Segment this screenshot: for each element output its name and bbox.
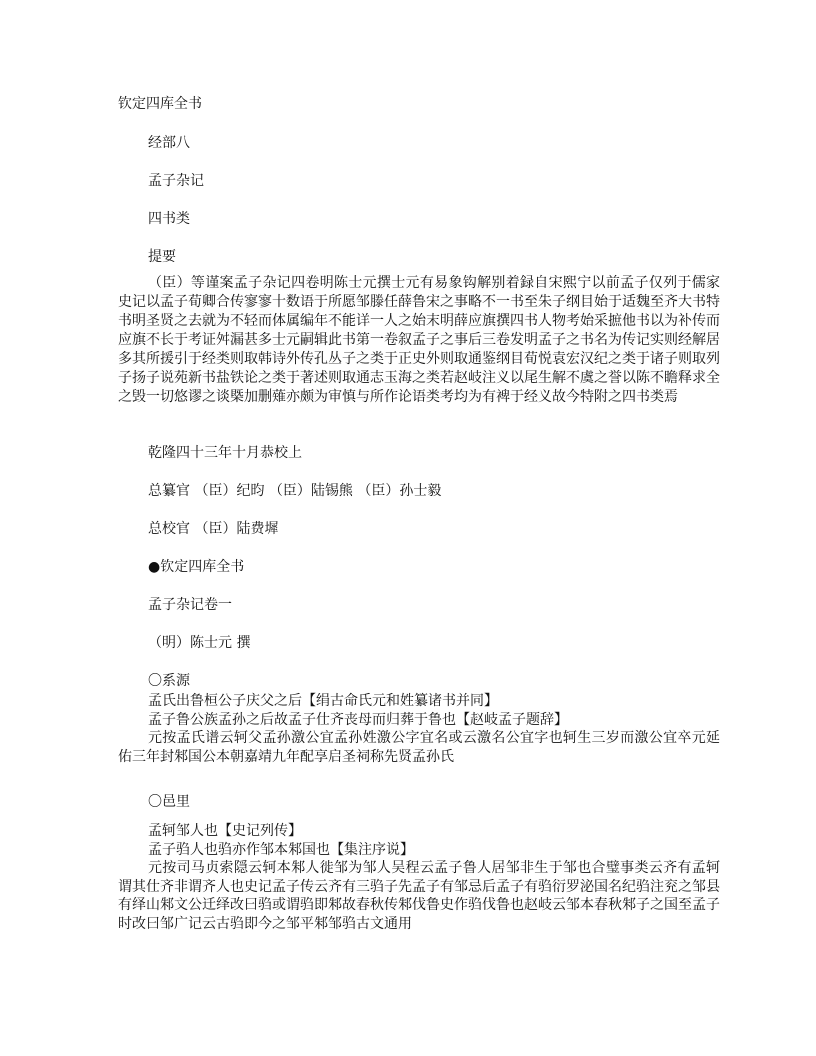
- book-title: 孟子杂记: [148, 173, 204, 189]
- hometown-note: 元按司马贞索隠云轲本邾人徙邹为邹人吴程云孟子鲁人居邹非生于邹也合璧事类云齐有孟轲谓其仕齐非谓齐人也史记孟子传云齐有三驺子先孟子有邹忌后孟子有驺衍罗泌国名纪驺注兖之邹县有绎山邾文公迁绎改曰驺或谓驺即邾故春秋传邾伐鲁史作驺伐鲁也赵岐云邹本春秋邾子之国至孟子时改曰邹广记云古驺即今之邹平邾邹驺古文通用: [118, 860, 720, 932]
- lineage-line: 孟氏出鲁桓公子庆父之后【绢古命氏元和姓纂诸书并同】: [148, 693, 498, 709]
- category-label: 四书类: [148, 211, 190, 227]
- section-label: 经部八: [148, 135, 190, 151]
- section-hometown-body: [118, 822, 720, 933]
- date-line: 乾隆四十三年十月恭校上: [148, 445, 302, 461]
- volume-title: 孟子杂记卷一: [148, 597, 232, 613]
- section-heading-lineage: 〇系源: [148, 673, 190, 689]
- chief-proofreader: 总校官 （臣）陆费墀: [148, 521, 279, 537]
- collection-header: 钦定四库全书: [118, 96, 202, 112]
- lineage-note: 元按孟氏谱云轲父孟孙激公宜孟孙姓激公字宜名或云激名公宜字也轲生三岁而激公宜卒元延佑三年封邾国公本朝嘉靖九年配享启圣祠称先贤孟孙氏: [118, 730, 720, 765]
- hometown-line: 孟子驺人也驺亦作邹本邾国也【集注序说】: [148, 841, 414, 858]
- collection-header-repeat: ●钦定四库全书: [148, 559, 245, 575]
- chief-editors: 总纂官 （臣）纪昀 （臣）陆锡熊 （臣）孙士毅: [148, 483, 442, 499]
- section-heading-hometown: 〇邑里: [148, 794, 190, 810]
- lineage-line: 孟子鲁公族孟孙之后故孟子仕齐丧母而归葬于鲁也【赵岐孟子题辞】: [148, 711, 568, 728]
- author-line: （明）陈士元 撰: [148, 635, 251, 651]
- hometown-line: 孟轲邹人也【史记列传】: [148, 823, 302, 839]
- section-lineage-body: [118, 692, 720, 766]
- summary-heading: 提要: [148, 249, 176, 265]
- summary-paragraph: （臣）等谨案孟子杂记四卷明陈士元撰士元有易象钩解别着録自宋熙宁以前孟子仅列于儒家史记以孟子荀卿合传寥寥十数语于所愿邹滕任薛鲁宋之事略不一书至朱子纲目始于适魏至齐大书特书明圣贤之去就为不轻而体属编年不能详一人之始末明薛应旗撰四书人物考始采摭他书以为补传而应旗不长于考证舛漏甚多士元嗣辑此书第一卷叙孟子之事后三卷发明孟子之书名为传记实则经解居多其所援引于经类则取韩诗外传孔丛子之类于正史外则取通鉴纲目荀悦袁宏汉纪之类于诸子则取列子扬子说苑新书盐铁论之类于著述则取通志玉海之类若赵岐注义以尾生解不虞之誉以陈不瞻释求全之毁一切悠谬之谈槩加删薙亦颇为审慎与所作论语类考均为有裨于经义故今特附之四书类焉: [118, 275, 720, 405]
